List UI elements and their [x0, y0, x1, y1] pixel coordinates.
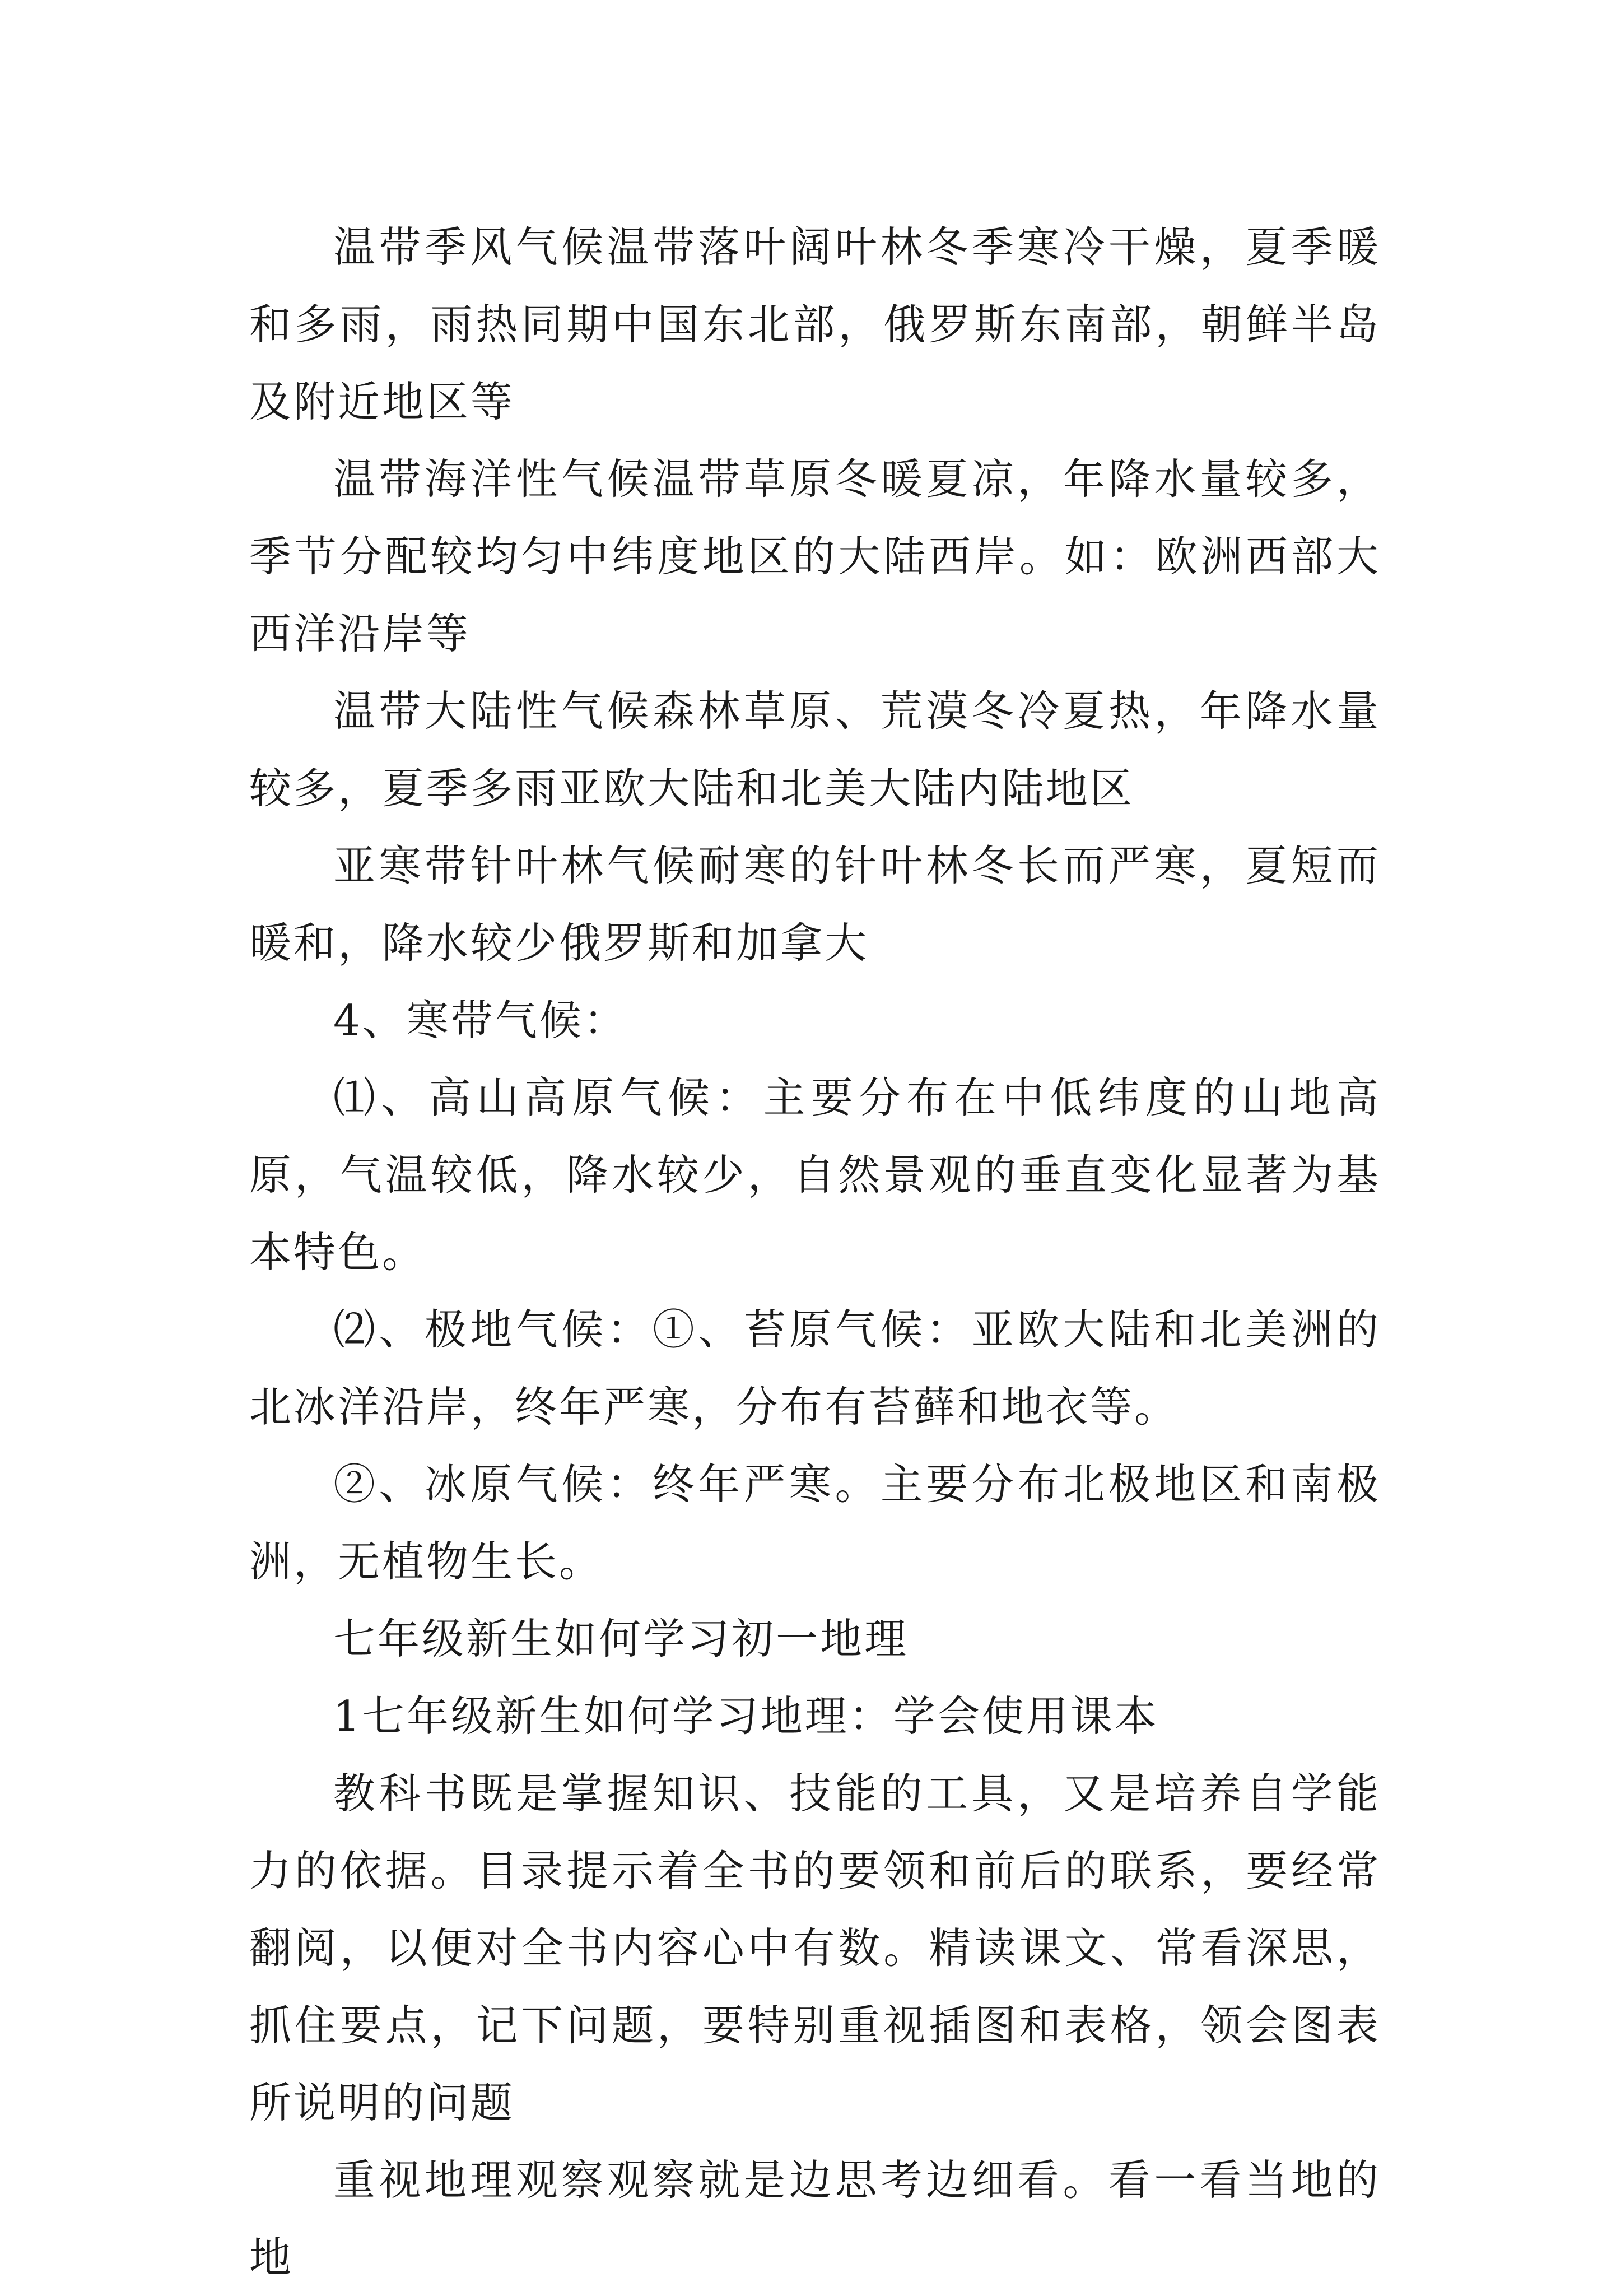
paragraph-subarctic-taiga: 亚寒带针叶林气候耐寒的针叶林冬长而严寒，夏短而暖和，降水较少俄罗斯和加拿大	[249, 841, 1381, 968]
section-heading: 七年级新生如何学习初一地理	[333, 1614, 909, 1663]
body-text	[249, 208, 1381, 2296]
paragraph-highland-climate: ⑴、高山高原气候：主要分布在中低纬度的山地高原，气温较低，降水较少，自然景观的垂直变化显著为基本特色。	[249, 1073, 1381, 1277]
paragraph-polar-tundra: ⑵、极地气候：①、苔原气候：亚欧大陆和北美洲的北冰洋沿岸，终年严寒，分布有苔藓和地衣等。	[249, 1305, 1381, 1431]
paragraph-ice-cap: ②、冰原气候：终年严寒。主要分布北极地区和南极洲，无植物生长。	[249, 1460, 1381, 1586]
paragraph-polar-heading: 4、寒带气候：	[333, 996, 628, 1045]
subsection-heading: 1七年级新生如何学习地理：学会使用课本	[333, 1691, 1159, 1741]
paragraph-temperate-monsoon: 温带季风气候温带落叶阔叶林冬季寒冷干燥，夏季暖和多雨，雨热同期中国东北部，俄罗斯东南部，朝鲜半岛及附近地区等	[249, 222, 1381, 426]
paragraph-temperate-continental: 温带大陆性气候森林草原、荒漠冬冷夏热，年降水量较多，夏季多雨亚欧大陆和北美大陆内陆地区	[249, 686, 1381, 813]
paragraph-textbook-usage: 教科书既是掌握知识、技能的工具，又是培养自学能力的依据。目录提示着全书的要领和前后的联系，要经常翻阅，以便对全书内容心中有数。精读课文、常看深思，抓住要点，记下问题，要特别重视插图和表格，领会图表所说明的问题	[249, 1769, 1381, 2127]
paragraph-temperate-maritime: 温带海洋性气候温带草原冬暖夏凉，年降水量较多，季节分配较均匀中纬度地区的大陆西岸。如：欧洲西部大西洋沿岸等	[249, 454, 1381, 658]
paragraph-observation: 重视地理观察观察就是边思考边细看。看一看当地的地	[249, 2155, 1381, 2282]
